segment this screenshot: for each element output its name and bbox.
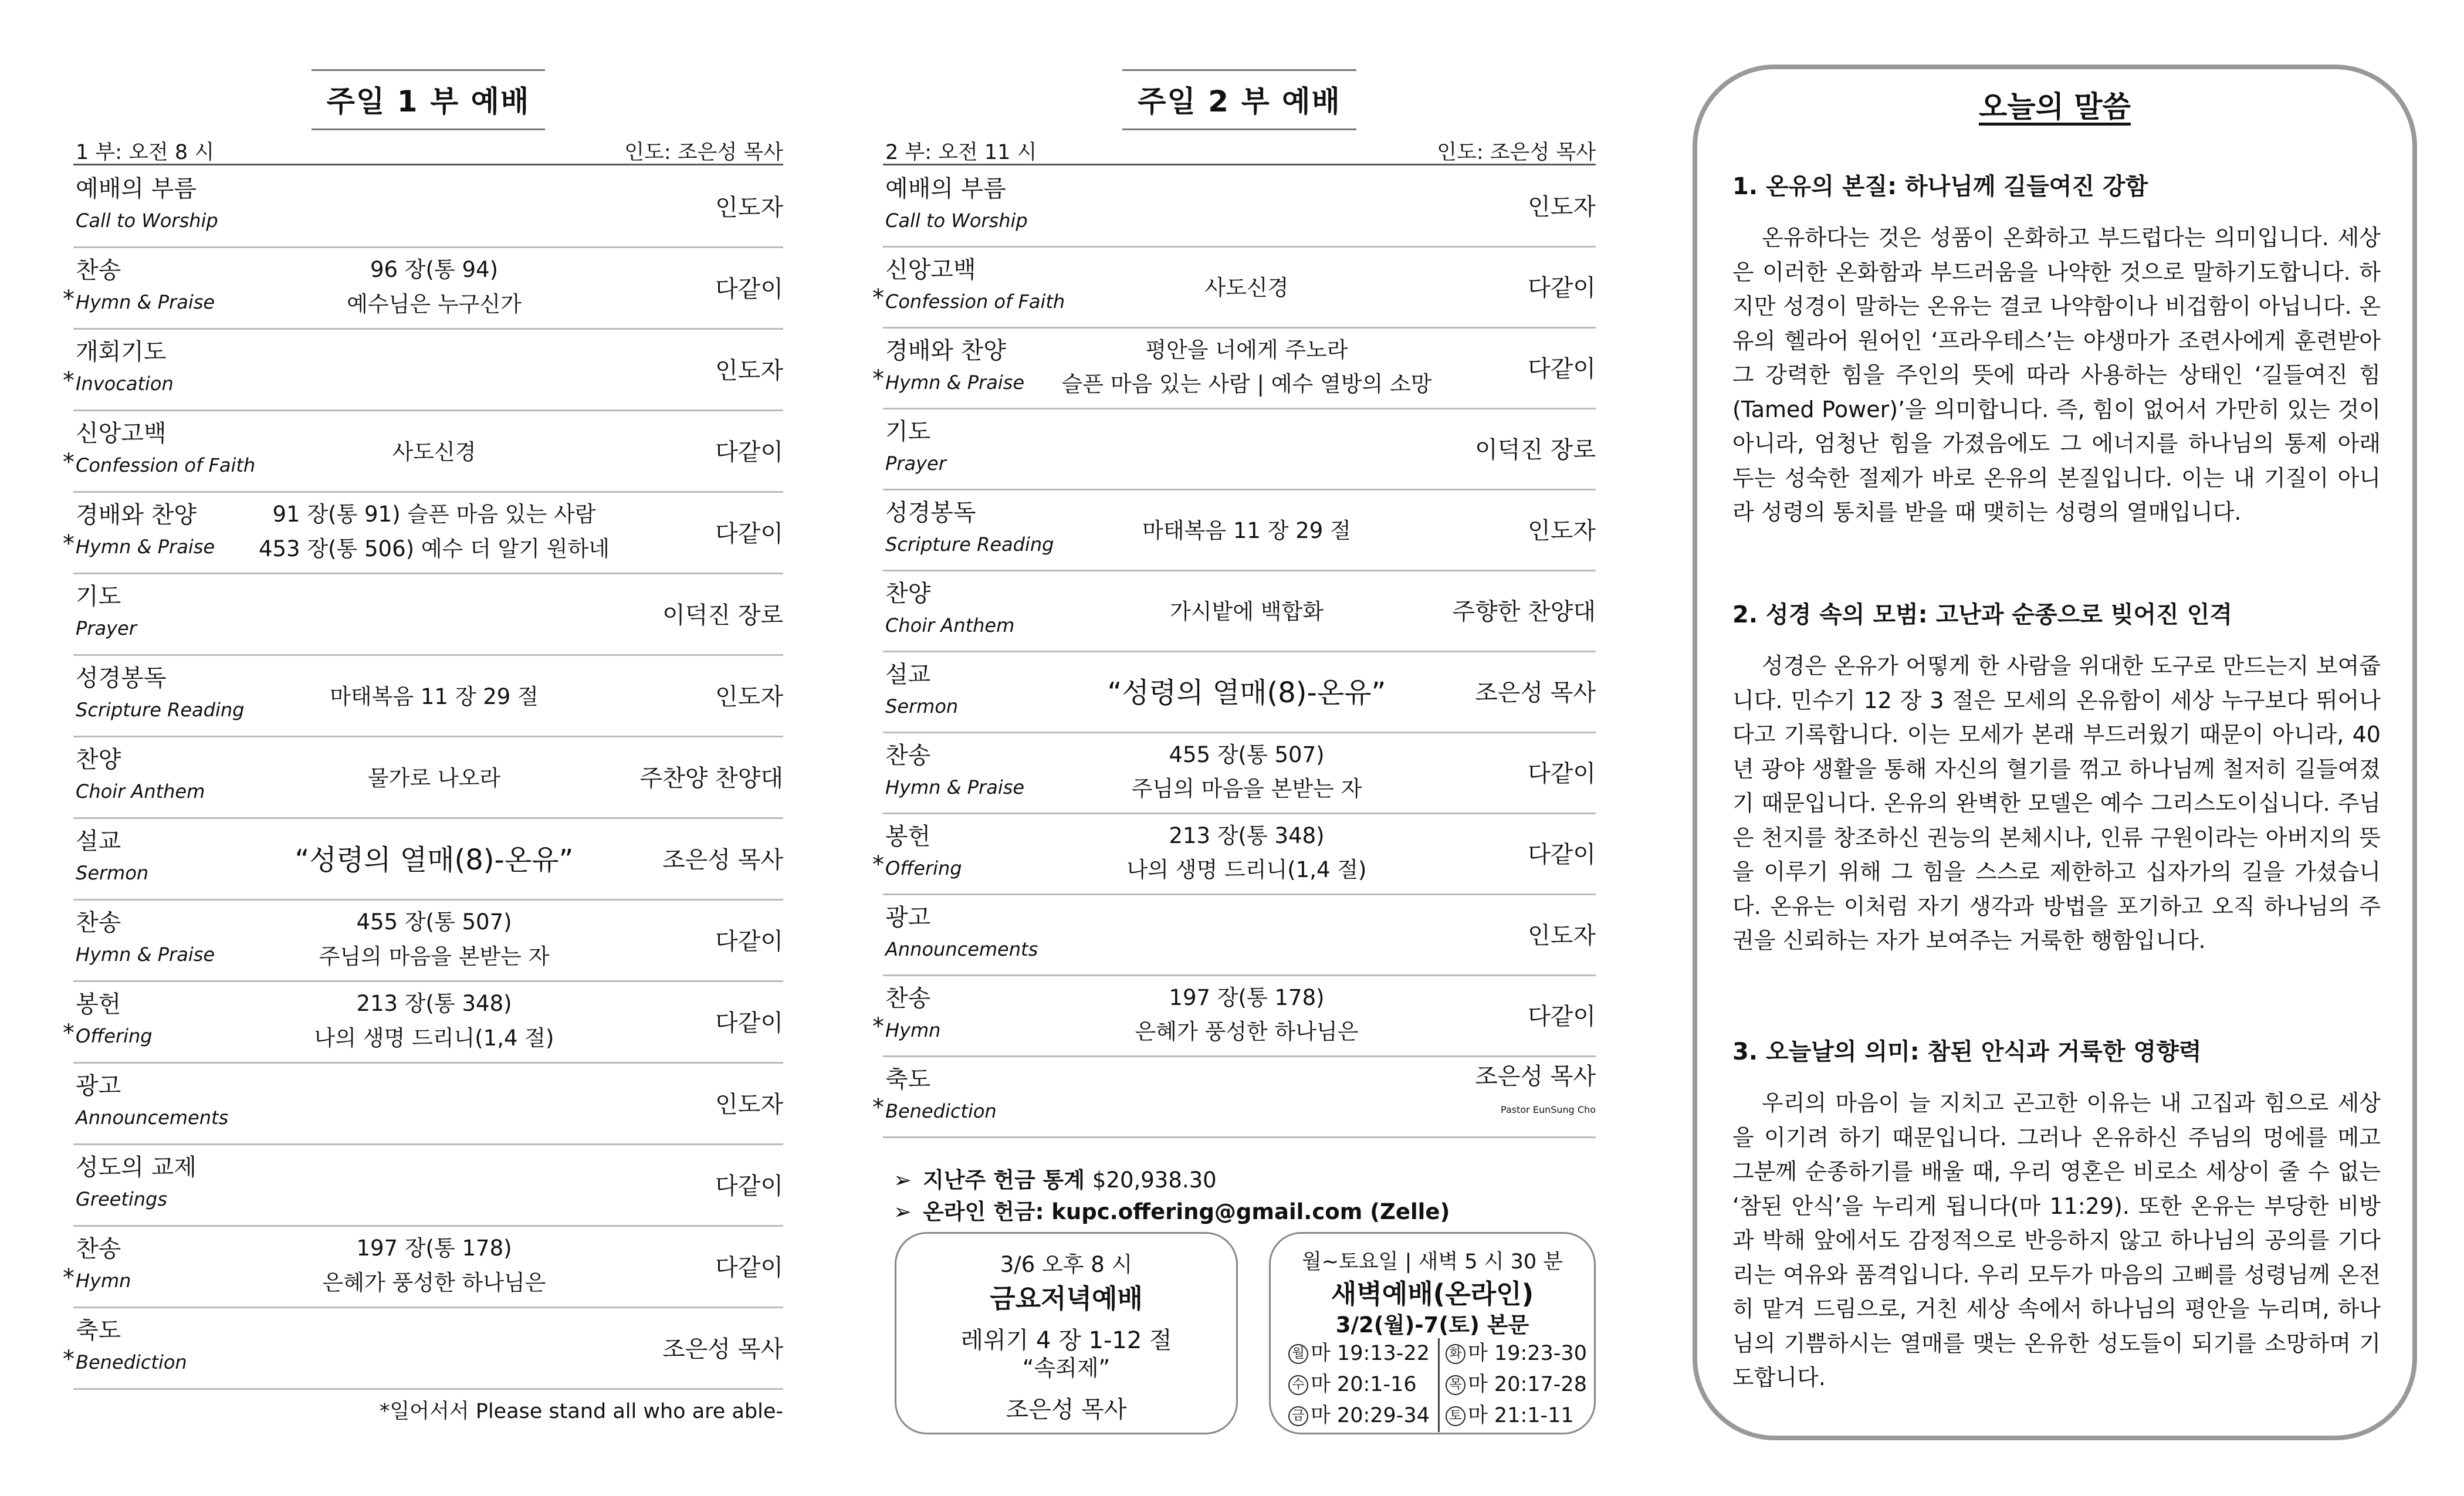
order-item-leader: 인도자 [1528, 517, 1596, 544]
service2-order-list [872, 167, 1596, 1138]
friday-passage: 레위기 4 장 1-12 절 [960, 1327, 1172, 1354]
online-offering-line [893, 1196, 1450, 1228]
order-item-korean: 축도 [76, 1316, 121, 1344]
standing-mark: * [872, 1013, 884, 1041]
order-item-leader: 다같이 [1528, 356, 1596, 383]
friday-service-box [895, 1232, 1238, 1434]
order-row [872, 1057, 1596, 1138]
order-item-leader: 인도자 [715, 683, 783, 710]
standing-mark: * [872, 365, 884, 393]
order-row [872, 248, 1596, 329]
order-row [73, 901, 783, 982]
order-item-korean: 찬양 [885, 580, 931, 607]
dawn-reading-ref: 마 19:23-30 [1468, 1342, 1587, 1365]
order-item-korean: 봉헌 [76, 990, 121, 1018]
order-item-leader: 인도자 [1528, 194, 1596, 221]
order-item-leader: 다같이 [715, 438, 783, 466]
order-item-korean: 경배와 찬양 [76, 501, 197, 529]
friday-title: 금요저녁예배 [990, 1283, 1143, 1314]
standing-mark: * [63, 285, 75, 313]
order-row [73, 574, 783, 656]
order-item-korean: 찬송 [76, 256, 121, 284]
order-item-korean: 설교 [76, 827, 121, 855]
order-item-korean: 광고 [885, 903, 931, 931]
order-item-leader: 다같이 [715, 1254, 783, 1281]
order-item-detail: 455 장(통 507) [356, 909, 512, 935]
service1-title: 주일 1 부 예배 [73, 69, 783, 130]
order-item-detail-second: 슬픈 마음 있는 사람 | 예수 열방의 소망 [1061, 371, 1432, 397]
order-item-leader: 인도자 [715, 194, 783, 221]
order-item-korean: 설교 [885, 661, 931, 688]
order-item-english: Hymn [76, 1270, 131, 1292]
order-row [73, 819, 783, 901]
service1-leader: 인도: 조은성 목사 [624, 141, 783, 164]
order-item-detail-second: 나의 생명 드리니(1,4 절) [314, 1025, 554, 1051]
friday-subtitle: “속죄제” [1022, 1355, 1111, 1381]
order-item-english: Choir Anthem [885, 614, 1015, 637]
order-item-english: Scripture Reading [885, 533, 1054, 556]
dawn-title: 새벽예배(온라인) [1331, 1278, 1534, 1309]
stand-footnote: *일어서서 Please stand all who are able- [379, 1400, 783, 1423]
order-item-english: Choir Anthem [76, 780, 205, 803]
order-row [883, 490, 1596, 571]
service1-meta [73, 136, 783, 165]
order-row [73, 167, 783, 248]
dawn-reading-item [1446, 1400, 1574, 1431]
order-item-korean: 성경봉독 [76, 664, 167, 692]
order-row [883, 652, 1596, 733]
order-item-detail-second: 은혜가 풍성한 하나님은 [322, 1270, 546, 1295]
standing-mark: * [63, 1019, 75, 1047]
order-item-detail: 91 장(통 91) 슬픈 마음 있는 사람 [272, 502, 596, 527]
order-item-korean: 축도 [885, 1065, 931, 1093]
order-item-detail: 물가로 나오라 [367, 765, 501, 791]
order-row [63, 1308, 783, 1390]
order-item-english: Prayer [76, 617, 137, 640]
order-item-english: Offering [76, 1025, 153, 1048]
order-item-english: Hymn & Praise [76, 536, 215, 559]
standing-mark: * [63, 530, 75, 557]
order-item-detail: 213 장(통 348) [356, 991, 512, 1017]
standing-mark: * [872, 851, 884, 879]
offering-stat-label: 지난주 헌금 통계 [923, 1167, 1085, 1193]
weekday-circle-icon: 토 [1446, 1406, 1465, 1426]
order-row [872, 976, 1596, 1057]
order-row [872, 814, 1596, 895]
order-item-korean: 기도 [885, 418, 931, 445]
order-item-leader: 인도자 [1528, 922, 1596, 949]
todays-word-title: 오늘의 말씀 [1979, 90, 2131, 124]
order-item-leader: 다같이 [715, 275, 783, 303]
order-item-detail-second: 예수님은 누구신가 [347, 291, 522, 317]
order-row [872, 329, 1596, 409]
weekday-circle-icon: 금 [1288, 1406, 1308, 1426]
order-item-english: Hymn & Praise [76, 291, 215, 314]
dawn-reading-ref: 마 21:1-11 [1468, 1404, 1574, 1427]
arrow-icon: ➢ [893, 1199, 912, 1224]
dawn-reading-ref: 마 20:29-34 [1311, 1404, 1430, 1427]
order-item-korean: 예배의 부름 [885, 175, 1006, 202]
order-item-english: Greetings [76, 1188, 168, 1211]
grid-divider [1438, 1338, 1440, 1432]
dawn-reading-item [1446, 1338, 1587, 1369]
dawn-reading-item [1446, 1369, 1587, 1400]
order-item-english: Scripture Reading [76, 699, 245, 722]
order-item-korean: 광고 [76, 1072, 121, 1099]
order-row [73, 737, 783, 819]
order-row [73, 656, 783, 737]
order-item-detail: 197 장(통 178) [1169, 985, 1325, 1011]
order-item-english: Benediction [885, 1099, 997, 1122]
friday-preacher: 조은성 목사 [1006, 1396, 1127, 1423]
order-item-leader: 다같이 [1528, 760, 1596, 787]
order-item-korean: 신앙고백 [885, 256, 976, 283]
order-row [73, 1064, 783, 1145]
dawn-range: 3/2(월)-7(토) 본문 [1335, 1312, 1529, 1338]
weekday-circle-icon: 목 [1446, 1375, 1465, 1395]
order-row [883, 571, 1596, 652]
order-item-english: Call to Worship [885, 209, 1028, 232]
order-item-korean: 찬송 [76, 909, 121, 936]
offering-stat-amount: $20,938.30 [1092, 1167, 1217, 1193]
word-section-body: 성경은 온유가 어떻게 한 사람을 위대한 도구로 만드는지 보여줍니다. 민수기 12 장 3 절은 모세의 온유함이 세상 누구보다 뛰어나다고 기록합니다. 이는 모세가 본래 부드러웠기 때문이 아니라, 40 년 광야 생활을 통해 자신의 혈기를 꺾고 하나님께 철저히 길들여졌기 때문입니다. 온유의 완벽한 모델은 예수 그리스도이십니다. 주님은 천지를 창조하신 권능의 본체시나, 인류 구원이라는 아버지의 뜻을 이루기 위해 그 힘을 스스로 제한하고 십자가의 길을 가셨습니다. 온유는 이처럼 자기 생각과 방법을 포기하고 오직 하나님의 주권을 신뢰하는 자가 보여주는 거룩한 행함입니다. [1732, 653, 2381, 953]
order-item-detail-second: 453 장(통 506) 예수 더 알기 원하네 [258, 536, 610, 561]
weekday-circle-icon: 월 [1288, 1344, 1308, 1364]
order-item-detail: “성령의 열매(8)-온유” [1107, 676, 1386, 709]
standing-mark: * [63, 1264, 75, 1291]
order-item-english: Offering [885, 857, 962, 879]
standing-mark: * [63, 1345, 75, 1373]
order-item-korean: 찬송 [885, 984, 931, 1012]
order-item-detail: 96 장(통 94) [370, 257, 499, 283]
dawn-service-box [1269, 1232, 1596, 1434]
word-section-heading: 2. 성경 속의 모범: 고난과 순종으로 빚어진 인격 [1732, 601, 2233, 628]
order-item-leader: 다같이 [1528, 275, 1596, 302]
order-item-detail: 455 장(통 507) [1169, 742, 1325, 768]
order-row [63, 248, 783, 330]
service2-title: 주일 2 부 예배 [883, 69, 1596, 130]
standing-mark: * [63, 367, 75, 394]
order-item-korean: 개회기도 [76, 338, 167, 365]
order-item-detail: 197 장(통 178) [356, 1236, 512, 1261]
dawn-reading-ref: 마 20:1-16 [1311, 1373, 1417, 1396]
order-item-detail: 사도신경 [1204, 275, 1289, 300]
dawn-reading-item [1288, 1400, 1430, 1431]
order-item-detail: 가시밭에 백합화 [1170, 599, 1324, 624]
arrow-icon: ➢ [893, 1167, 912, 1193]
order-item-leader: 조은성 목사 [1475, 679, 1596, 706]
order-item-english: Call to Worship [76, 209, 218, 232]
announcement-notes [893, 1165, 1450, 1228]
order-item-detail: “성령의 열매(8)-온유” [295, 843, 574, 876]
order-item-detail-second: 나의 생명 드리니(1,4 절) [1126, 857, 1367, 882]
order-item-detail: 마태복음 11 장 29 절 [330, 683, 539, 709]
word-section-2 [1732, 597, 2381, 958]
friday-time: 3/6 오후 8 시 [1000, 1252, 1133, 1277]
order-item-detail: 213 장(통 348) [1169, 823, 1325, 849]
order-row [883, 895, 1596, 976]
order-item-leader: 조은성 목사 [662, 1335, 783, 1363]
order-item-english: Hymn [885, 1018, 941, 1041]
standing-mark: * [872, 285, 884, 312]
order-row [883, 167, 1596, 248]
order-item-korean: 예배의 부름 [76, 175, 197, 202]
order-item-leader: 주향한 찬양대 [1452, 598, 1596, 625]
order-row [883, 409, 1596, 490]
order-item-english: Confession of Faith [76, 454, 256, 477]
order-item-korean: 경배와 찬양 [885, 337, 1006, 364]
order-item-leader: 다같이 [1528, 1003, 1596, 1030]
order-item-detail: 평안을 너에게 주노라 [1145, 337, 1348, 363]
order-item-detail-second: 주님의 마음을 본받는 자 [1131, 776, 1362, 801]
order-row [63, 411, 783, 493]
word-section-heading: 3. 오늘날의 의미: 참된 안식과 거룩한 영향력 [1732, 1038, 2202, 1065]
service2-leader: 인도: 조은성 목사 [1437, 141, 1596, 164]
order-item-english: Hymn & Praise [885, 776, 1025, 798]
order-item-english: Announcements [76, 1106, 229, 1129]
order-row [63, 330, 783, 411]
dawn-reading-item [1288, 1338, 1430, 1369]
word-section-heading: 1. 온유의 본질: 하나님께 길들여진 강함 [1732, 173, 2148, 200]
order-item-english: Prayer [885, 452, 946, 475]
offering-stat-line [893, 1165, 1450, 1196]
dawn-schedule: 월~토요일 | 새벽 5 시 30 분 [1301, 1250, 1563, 1274]
order-item-detail-second: 주님의 마음을 본받는 자 [319, 943, 550, 969]
service1-time: 1 부: 오전 8 시 [76, 141, 215, 164]
order-item-english: Sermon [76, 862, 149, 885]
order-item-leader: 이덕진 장로 [662, 601, 783, 629]
service2-time: 2 부: 오전 11 시 [885, 141, 1037, 164]
order-row [73, 1145, 783, 1227]
order-item-detail: 마태복음 11 장 29 절 [1142, 518, 1351, 543]
order-item-english: Hymn & Praise [885, 371, 1025, 394]
dawn-reading-ref: 마 20:17-28 [1468, 1373, 1587, 1396]
order-item-korean: 성도의 교제 [76, 1153, 197, 1181]
online-offering-label: 온라인 헌금: kupc.offering@gmail.com (Zelle) [923, 1199, 1450, 1224]
order-item-english: Invocation [76, 373, 174, 395]
dawn-reading-ref: 마 19:13-22 [1311, 1342, 1430, 1365]
word-section-body: 온유하다는 것은 성품이 온화하고 부드럽다는 의미입니다. 세상은 이러한 온화함과 부드러움을 나약한 것으로 말하기도합니다. 하지만 성경이 말하는 온유는 결코 나약함이나 비겁함이 아닙니다. 온유의 헬라어 원어인 ‘프라우테스’는 야생마가 조련사에게 훈련받아 그 강력한 힘을 주인의 뜻에 따라 사용하는 상태인 ‘길들여진 힘(Tamed Power)’을 의미합니다. 즉, 힘이 없어서 가만히 있는 것이 아니라, 엄청난 힘을 가졌음에도 그 에너지를 하나님의 통제 아래 두는 성숙한 절제가 바로 온유의 본질입니다. 이는 내 기질이 아니라 성령의 통치를 받을 때 맺히는 성령의 열매입니다. [1732, 225, 2381, 525]
order-item-korean: 봉헌 [885, 823, 931, 850]
order-item-leader: 조은성 목사 [662, 846, 783, 874]
service1-order-list [63, 167, 783, 1390]
order-item-leader: 다같이 [715, 1172, 783, 1200]
order-item-english: Announcements [885, 937, 1038, 960]
todays-word-panel [1693, 65, 2417, 1440]
standing-mark: * [872, 1094, 884, 1122]
standing-mark: * [63, 448, 75, 476]
word-section-3 [1732, 1034, 2381, 1395]
order-item-english: Benediction [76, 1351, 187, 1374]
order-item-leader: 조은성 목사 [1475, 1063, 1596, 1091]
order-item-leader: 다같이 [1528, 841, 1596, 868]
order-item-detail-second: 은혜가 풍성한 하나님은 [1135, 1019, 1359, 1044]
order-row [63, 493, 783, 574]
order-row [883, 733, 1596, 814]
order-item-korean: 기도 [76, 583, 121, 610]
word-section-1 [1732, 169, 2381, 530]
order-item-leader: 다같이 [715, 1009, 783, 1037]
order-item-leader: 다같이 [715, 928, 783, 955]
order-item-korean: 찬송 [885, 742, 931, 769]
order-item-english: Hymn & Praise [76, 943, 215, 966]
order-item-korean: 신앙고백 [76, 419, 167, 447]
order-row [63, 1227, 783, 1308]
word-section-body: 우리의 마음이 늘 지치고 곤고한 이유는 내 고집과 힘으로 세상을 이기려 하기 때문입니다. 그러나 온유하신 주님의 멍에를 메고 그분께 순종하기를 배울 때, 우리 영혼은 비로소 세상이 줄 수 없는 ‘참된 안식’을 누리게 됩니다(마 11:29). 또한 온유는 부당한 비방과 박해 앞에서도 감정적으로 반응하지 않고 하나님의 공의를 기다리는 여유와 품격입니다. 우리 모두가 마음의 고삐를 성령님께 온전히 맡겨 드림으로, 거친 세상 속에서 하나님의 평안을 누리며, 하나님의 기쁨하시는 열매를 맺는 온유한 성도들이 되기를 소망하며 기도합니다. [1732, 1090, 2381, 1390]
order-item-leader: 인도자 [715, 1091, 783, 1118]
order-item-korean: 찬송 [76, 1235, 121, 1263]
order-item-leader: 다같이 [715, 520, 783, 547]
order-item-korean: 찬양 [76, 746, 121, 773]
order-item-korean: 성경봉독 [885, 499, 976, 526]
order-row [63, 982, 783, 1064]
order-item-leader: 주찬양 찬양대 [639, 764, 783, 792]
dawn-reading-item [1288, 1369, 1417, 1400]
weekday-circle-icon: 화 [1446, 1344, 1465, 1364]
order-item-leader: 인도자 [715, 357, 783, 384]
weekday-circle-icon: 수 [1288, 1375, 1308, 1395]
service2-meta [883, 136, 1596, 165]
order-item-english: Confession of Faith [885, 290, 1065, 313]
order-item-detail: 사도신경 [392, 439, 476, 465]
order-item-english: Sermon [885, 695, 959, 717]
order-item-leader: 이덕진 장로 [1475, 436, 1596, 463]
order-item-leader-english: Pastor EunSung Cho [1501, 1104, 1596, 1116]
